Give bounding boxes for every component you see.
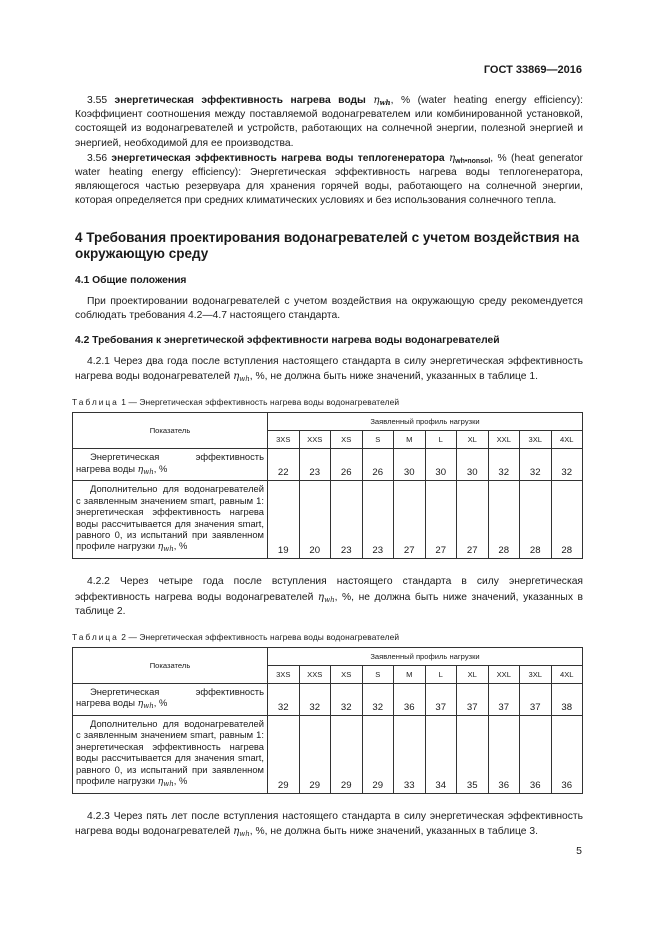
section-4-1-title: 4.1 Общие положения xyxy=(75,274,187,286)
term-3-56: энергетическая эффективность нагрева воды теплогенератора xyxy=(111,152,445,164)
table-row: Энергетическая эффективность нагрева воды $\eta_{wh}$, % 22 23 26 26 30 30 30 32 32 32 xyxy=(73,449,583,481)
table-2 xyxy=(72,647,583,794)
table-2-caption: Таблица 2 — Энергетическая эффективность нагрева воды водонагревателей xyxy=(72,632,400,643)
page-number: 5 xyxy=(576,845,582,857)
eta-symbol: η xyxy=(449,151,456,164)
paragraph-4-2-2: 4.2.2 Через четыре года после вступления настоящего стандарта в силу энергетическая эффективность нагрева воды водонагревателей $\eta_{wh}$, %, не должна быть ниже значений, указанных в таблице 2. xyxy=(75,576,583,617)
table-1 xyxy=(72,412,583,559)
row-label: Энергетическая эффективность нагрева воды $\eta_{wh}$, % xyxy=(73,684,268,716)
paragraph-4-2-3: 4.2.3 Через пять лет после вступления настоящего стандарта в силу энергетическая эффективность нагрева воды водонагревателей $\eta_{wh}$, %, не должна быть ниже значений, указанных в таблице 3. xyxy=(75,811,583,839)
table-row: Дополнительно для водонагревателей с заявленным значением smart, равным 1: энергетическая эффективность нагрева воды рассчитывается для значения smart, равного 0, из испытаний при заявленном профиле нагрузки $\eta_{wh}$, % 19 20 23 23 27 27 27 28 28 28 xyxy=(73,481,583,559)
table-profile-row: 3XS XXS XS S M L XL XXL 3XL 4XL xyxy=(73,431,583,449)
page-content xyxy=(72,93,583,839)
paragraph-4-2-1: 4.2.1 Через два года после вступления настоящего стандарта в силу энергетическая эффективность нагрева воды водонагревателей $\eta_{wh}$, %, не должна быть ниже значений, указанных в таблице 1. xyxy=(75,356,583,384)
definition-3-55: 3.55 энергетическая эффективность нагрева воды $\eta_{wh}$, % (water heating energy efficiency): Коэффициент соотношения между поставляемой водонагревателем или комбинированной установкой, состоящей из водонагревателей и устройств, работающих на солнечной энергии, полезной энергией и энергией, необходимой для ее производства. xyxy=(75,94,583,149)
row-label: Дополнительно для водонагревателей с заявленным значением smart, равным 1: энергетическая эффективность нагрева воды рассчитывается для значения smart, равного 0, из испытаний при заявленном профиле нагрузки $\eta_{wh}$, % xyxy=(73,716,268,794)
row-label: Энергетическая эффективность нагрева воды $\eta_{wh}$, % xyxy=(73,449,268,481)
section-4-title: 4 Требования проектирования водонагревателей с учетом воздействия на окружающую среду xyxy=(75,229,580,262)
table-profile-row: 3XS XXS XS S M L XL XXL 3XL 4XL xyxy=(73,666,583,684)
row-label: Дополнительно для водонагревателей с заявленным значением smart, равным 1: энергетическая эффективность нагрева воды рассчитывается для значения smart, равного 0, из испытаний при заявленном профиле нагрузки $\eta_{wh}$, % xyxy=(73,481,268,559)
eta-symbol: η xyxy=(373,94,380,106)
table-row: Дополнительно для водонагревателей с заявленным значением smart, равным 1: энергетическая эффективность нагрева воды рассчитывается для значения smart, равного 0, из испытаний при заявленном профиле нагрузки $\eta_{wh}$, % 29 29 29 29 33 34 35 36 36 36 xyxy=(73,716,583,794)
table-1-caption: Таблица 1 — Энергетическая эффективность нагрева воды водонагревателей xyxy=(72,397,400,408)
table-header-indicator: Показатель xyxy=(73,648,268,684)
table-row: Энергетическая эффективность нагрева воды $\eta_{wh}$, % 32 32 32 32 36 37 37 37 37 38 xyxy=(73,684,583,716)
section-4-2-title: 4.2 Требования к энергетической эффективности нагрева воды водонагревателей xyxy=(75,335,500,347)
table-header-indicator: Показатель xyxy=(73,413,268,449)
table-header-profile: Заявленный профиль нагрузки xyxy=(268,413,583,431)
document-id-header: ГОСТ 33869—2016 xyxy=(483,64,582,76)
paragraph-4-1: При проектировании водонагревателей с учетом воздействия на окружающую среду рекомендуется соблюдать требования 4.2—4.7 настоящего стандарта. xyxy=(75,295,583,321)
table-header-profile: Заявленный профиль нагрузки xyxy=(268,648,583,666)
term-3-55: энергетическая эффективность нагрева воды xyxy=(114,95,366,106)
definition-3-56: 3.56 энергетическая эффективность нагрева воды теплогенератора $\eta_{wh•nonsol}$, % (heat generator water heating energy efficiency): Энергетическая эффективность нагрева воды теплогенератора, являющегося частью резервуара для хранения горячей воды, работающего на солнечной энергии, которая определяется при средних климатических условиях и без использования солнечного тепла. xyxy=(75,151,583,207)
